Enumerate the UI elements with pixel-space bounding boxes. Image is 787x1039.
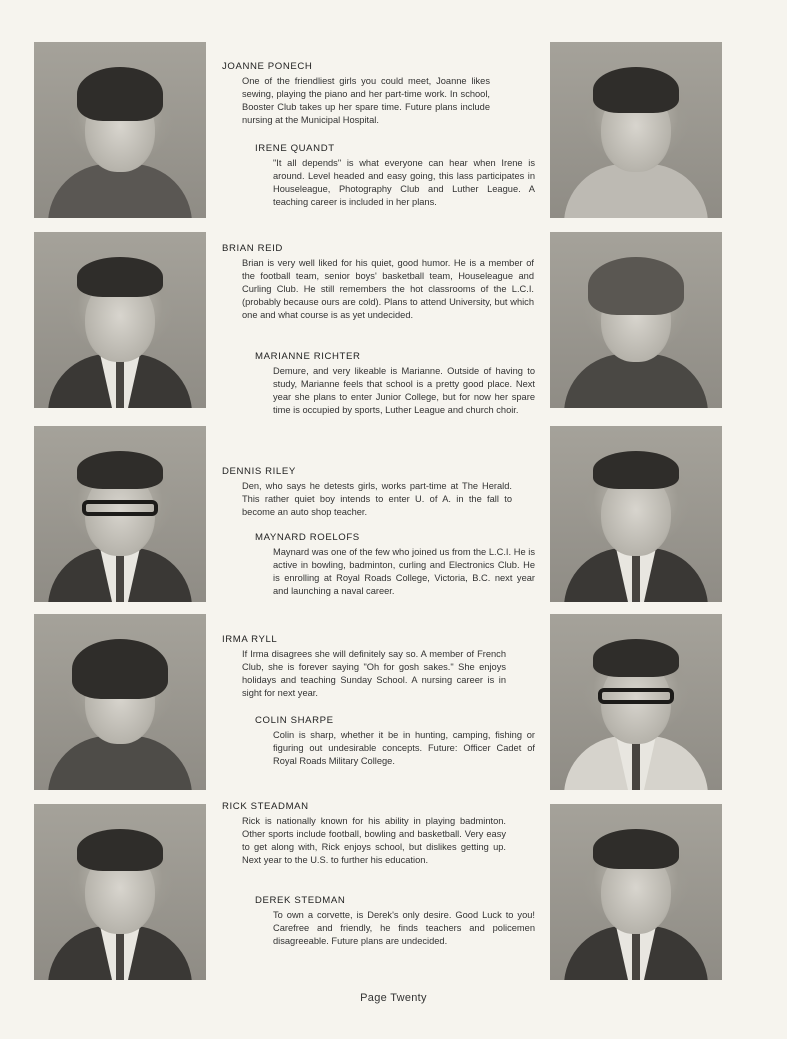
student-name: IRMA RYLL [222,634,278,645]
page-number: Page Twenty [360,992,427,1004]
entry-irma-ryll [222,633,506,700]
entry-irene-quandt [255,142,535,209]
student-name: MAYNARD ROELOFS [255,532,360,543]
photo-irene-quandt [550,42,722,218]
student-description: Rick is nationally known for his ability in playing badminton. Other sports include football, bowling and basketball. Very easy to get along with, Rick enjoys school, but dislikes getting up. Next year to the U.S. to further his education. [242,816,506,866]
student-name: DENNIS RILEY [222,466,296,477]
student-name: RICK STEADMAN [222,801,309,812]
student-description: If Irma disagrees she will definitely say so. A member of French Club, she is forever saying "Oh for gosh sakes." She enjoys holidays and teaching Sunday School. A nursing career is in sight for next year. [242,649,506,699]
student-description: Den, who says he detests girls, works part-time at The Herald. This rather quiet boy intends to enter U. of A. in the fall to become an auto shop teacher. [242,481,512,518]
photo-rick-steadman [34,804,206,980]
entry-rick-steadman [222,800,506,867]
entry-joanne-ponech [222,60,490,127]
student-description: Maynard was one of the few who joined us from the L.C.I. He is active in bowling, badminton, curling and Electronics Club. He is enrolling at Royal Roads College, Victoria, B.C. next year and launching a naval career. [273,547,535,597]
entry-dennis-riley [222,465,512,519]
student-name: DEREK STEDMAN [255,895,346,906]
student-name: IRENE QUANDT [255,143,335,154]
entry-colin-sharpe [255,714,535,768]
photo-colin-sharpe [550,614,722,790]
photo-dennis-riley [34,426,206,602]
student-description: To own a corvette, is Derek's only desire. Good Luck to you! Carefree and friendly, he finds teachers and policemen disagreeable. Future plans are undecided. [273,910,535,947]
student-description: One of the friendliest girls you could meet, Joanne likes sewing, playing the piano and her part-time work. In school, Booster Club takes up her spare time. Future plans include nursing at the Municipal Hospital. [242,76,490,126]
student-name: COLIN SHARPE [255,715,334,726]
student-description: Brian is very well liked for his quiet, good humor. He is a member of the football team, senior boys' basketball team, Houseleague and Curling Club. He still remembers the hot classrooms of the L.C.I. (probably because ours are cold). Plans to attend University, but which one and what course is as yet undecided. [242,258,534,321]
entry-marianne-richter [255,350,535,417]
student-name: JOANNE PONECH [222,61,313,72]
student-description: Colin is sharp, whether it be in hunting, camping, fishing or figuring out undesirable concepts. Future: Officer Cadet of Royal Roads Military College. [273,730,535,767]
entry-brian-reid [222,242,534,323]
student-description: "It all depends" is what everyone can hear when Irene is around. Level headed and easy going, this lass participates in Houseleague, Photography Club and Luther League. A teaching career is included in her plans. [273,158,535,208]
entry-derek-stedman [255,894,535,948]
student-description: Demure, and very likeable is Marianne. Outside of having to study, Marianne feels that school is a pretty good place. Next year she plans to enter Junior College, but for now her spare time is occupied by sports, Luther League and church choir. [273,366,535,416]
photo-joanne-ponech [34,42,206,218]
student-name: MARIANNE RICHTER [255,351,361,362]
entry-maynard-roelofs [255,531,535,598]
photo-irma-ryll [34,614,206,790]
photo-maynard-roelofs [550,426,722,602]
photo-marianne-richter [550,232,722,408]
photo-brian-reid [34,232,206,408]
photo-derek-stedman [550,804,722,980]
student-name: BRIAN REID [222,243,283,254]
